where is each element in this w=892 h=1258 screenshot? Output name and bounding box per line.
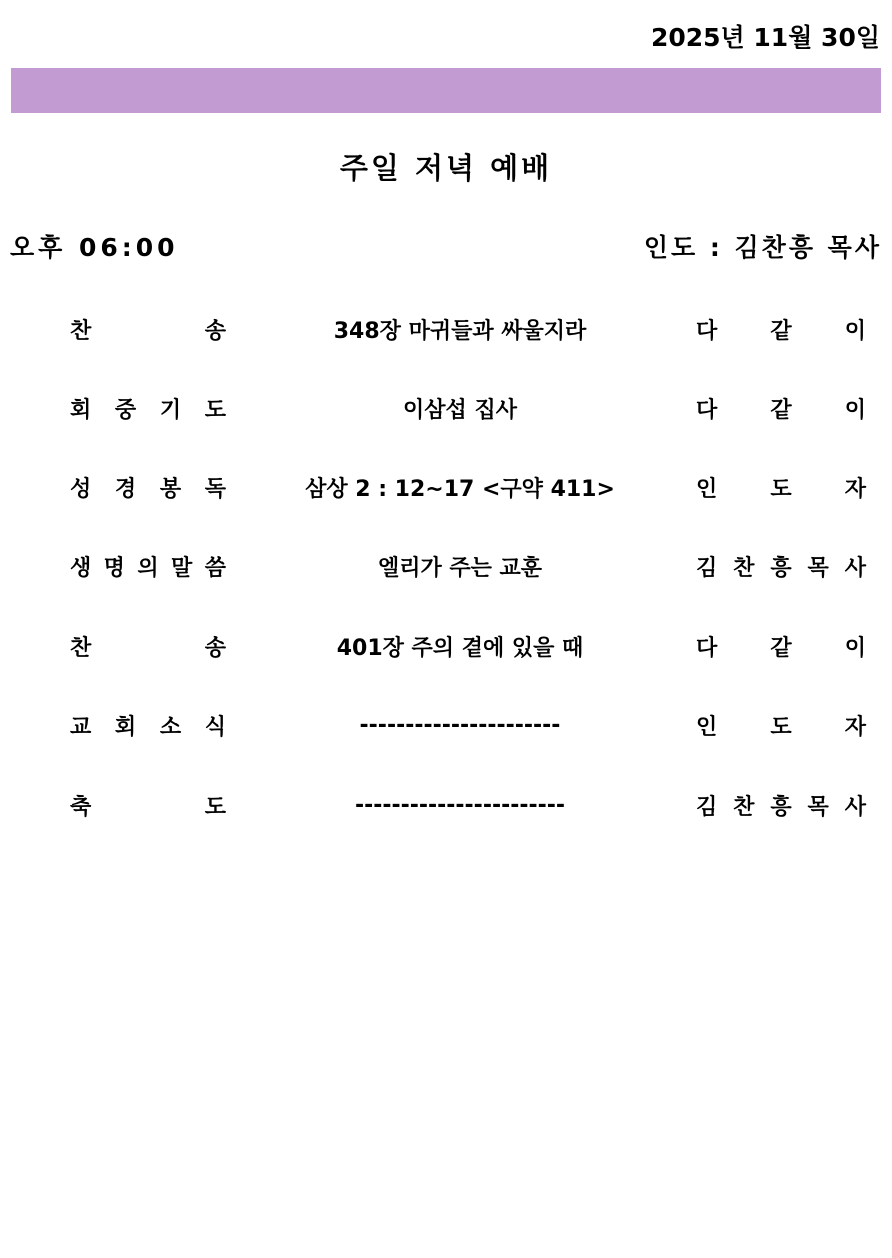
- order-content: ----------------------: [359, 712, 561, 738]
- order-item: 회 중 기 도: [70, 397, 226, 423]
- order-content: 삼상 2 : 12~17 <구약 411>: [305, 476, 615, 502]
- order-row: [0, 626, 892, 666]
- service-title: 주일 저녁 예배: [339, 151, 553, 185]
- order-content: 401장 주의 곁에 있을 때: [336, 635, 584, 661]
- order-person: 김 찬 흥 목 사: [696, 555, 866, 581]
- order-person: 김 찬 흥 목 사: [696, 794, 866, 820]
- order-row: [0, 467, 892, 507]
- order-content: -----------------------: [354, 792, 565, 818]
- order-row: [0, 388, 892, 428]
- service-leader: 인도 : 김찬흥 목사: [643, 233, 882, 262]
- order-content: 엘리가 주는 교훈: [377, 555, 543, 581]
- order-item: 축 도: [70, 794, 226, 820]
- order-row: [0, 546, 892, 586]
- order-person: 다 같 이: [696, 635, 866, 661]
- order-person: 인 도 자: [696, 476, 866, 502]
- order-content: 348장 마귀들과 싸울지라: [333, 318, 587, 344]
- order-person: 인 도 자: [696, 714, 866, 740]
- order-item: 찬 송: [70, 635, 226, 661]
- order-content: 이삼섭 집사: [403, 397, 517, 423]
- header-color-band: [11, 68, 881, 113]
- order-item: 교 회 소 식: [70, 714, 226, 740]
- service-time: 오후 06:00: [10, 233, 179, 262]
- order-row: [0, 705, 892, 745]
- order-item: 성 경 봉 독: [70, 476, 226, 502]
- order-row: [0, 785, 892, 825]
- order-person: 다 같 이: [696, 397, 866, 423]
- order-item: 찬 송: [70, 318, 226, 344]
- order-row: [0, 309, 892, 349]
- order-person: 다 같 이: [696, 318, 866, 344]
- order-item: 생 명 의 말 씀: [70, 555, 226, 581]
- service-date: 2025년 11월 30일: [650, 23, 880, 52]
